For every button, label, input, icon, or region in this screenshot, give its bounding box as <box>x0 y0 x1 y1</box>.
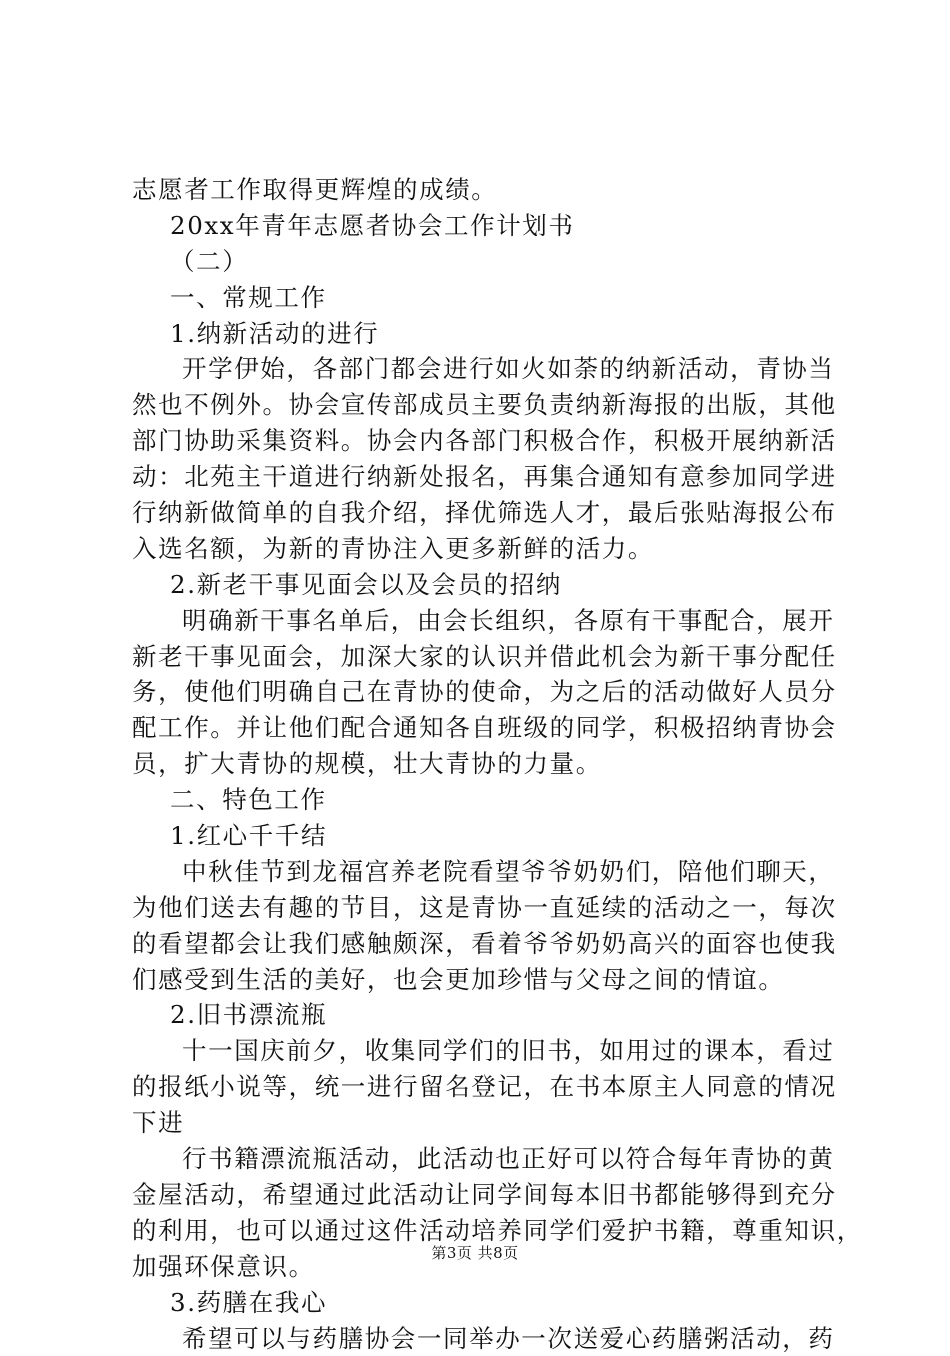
text-line: 然也不例外。协会宣传部成员主要负责纳新海报的出版，其他 <box>132 387 832 423</box>
document-body <box>132 172 832 1356</box>
text-line: 十一国庆前夕，收集同学们的旧书，如用过的课本，看过 <box>132 1033 832 1069</box>
text-line: 行书籍漂流瓶活动，此活动也正好可以符合每年青协的黄 <box>132 1141 832 1177</box>
text-line: 2.旧书漂流瓶 <box>132 997 832 1033</box>
text-line: 二、特色工作 <box>132 782 832 818</box>
text-line: 中秋佳节到龙福宫养老院看望爷爷奶奶们，陪他们聊天， <box>132 854 832 890</box>
text-line: 配工作。并让他们配合通知各自班级的同学，积极招纳青协会 <box>132 710 832 746</box>
text-line: 2.新老干事见面会以及会员的招纳 <box>132 567 832 603</box>
text-line: （二） <box>132 244 832 280</box>
text-line: 的看望都会让我们感触颇深，看着爷爷奶奶高兴的面容也使我 <box>132 926 832 962</box>
text-line: 务，使他们明确自己在青协的使命，为之后的活动做好人员分 <box>132 674 832 710</box>
text-line: 新老干事见面会，加深大家的认识并借此机会为新干事分配任 <box>132 639 832 675</box>
text-line: 的报纸小说等，统一进行留名登记，在书本原主人同意的情况 <box>132 1069 832 1105</box>
text-line: 部门协助采集资料。协会内各部门积极合作，积极开展纳新活 <box>132 423 832 459</box>
page-number-label: 第3页 共8页 <box>431 1244 518 1262</box>
text-line: 1.纳新活动的进行 <box>132 316 832 352</box>
text-line: 金屋活动，希望通过此活动让同学间每本旧书都能够得到充分 <box>132 1177 832 1213</box>
text-line: 1.红心千千结 <box>132 818 832 854</box>
text-line: 入选名额，为新的青协注入更多新鲜的活力。 <box>132 531 832 567</box>
text-line: 员，扩大青协的规模，壮大青协的力量。 <box>132 746 832 782</box>
page-footer <box>0 1243 950 1263</box>
text-line: 3.药膳在我心 <box>132 1285 832 1321</box>
text-line: 动：北苑主干道进行纳新处报名，再集合通知有意参加同学进 <box>132 459 832 495</box>
text-line: 开学伊始，各部门都会进行如火如荼的纳新活动，青协当 <box>132 351 832 387</box>
text-line: 明确新干事名单后，由会长组织，各原有干事配合，展开 <box>132 603 832 639</box>
text-line: 志愿者工作取得更辉煌的成绩。 <box>132 172 832 208</box>
text-line: 希望可以与药膳协会一同举办一次送爱心药膳粥活动，药 <box>132 1321 832 1356</box>
text-line: 下进 <box>132 1105 832 1141</box>
text-line: 一、常规工作 <box>132 280 832 316</box>
text-line: 20xx年青年志愿者协会工作计划书 <box>132 208 832 244</box>
text-line: 加强环保意识。 <box>132 1249 832 1285</box>
text-line: 的利用，也可以通过这件活动培养同学们爱护书籍，尊重知识， <box>132 1213 832 1249</box>
text-line: 们感受到生活的美好，也会更加珍惜与父母之间的情谊。 <box>132 962 832 998</box>
text-line: 为他们送去有趣的节目，这是青协一直延续的活动之一，每次 <box>132 890 832 926</box>
text-line: 行纳新做简单的自我介绍，择优筛选人才，最后张贴海报公布 <box>132 495 832 531</box>
